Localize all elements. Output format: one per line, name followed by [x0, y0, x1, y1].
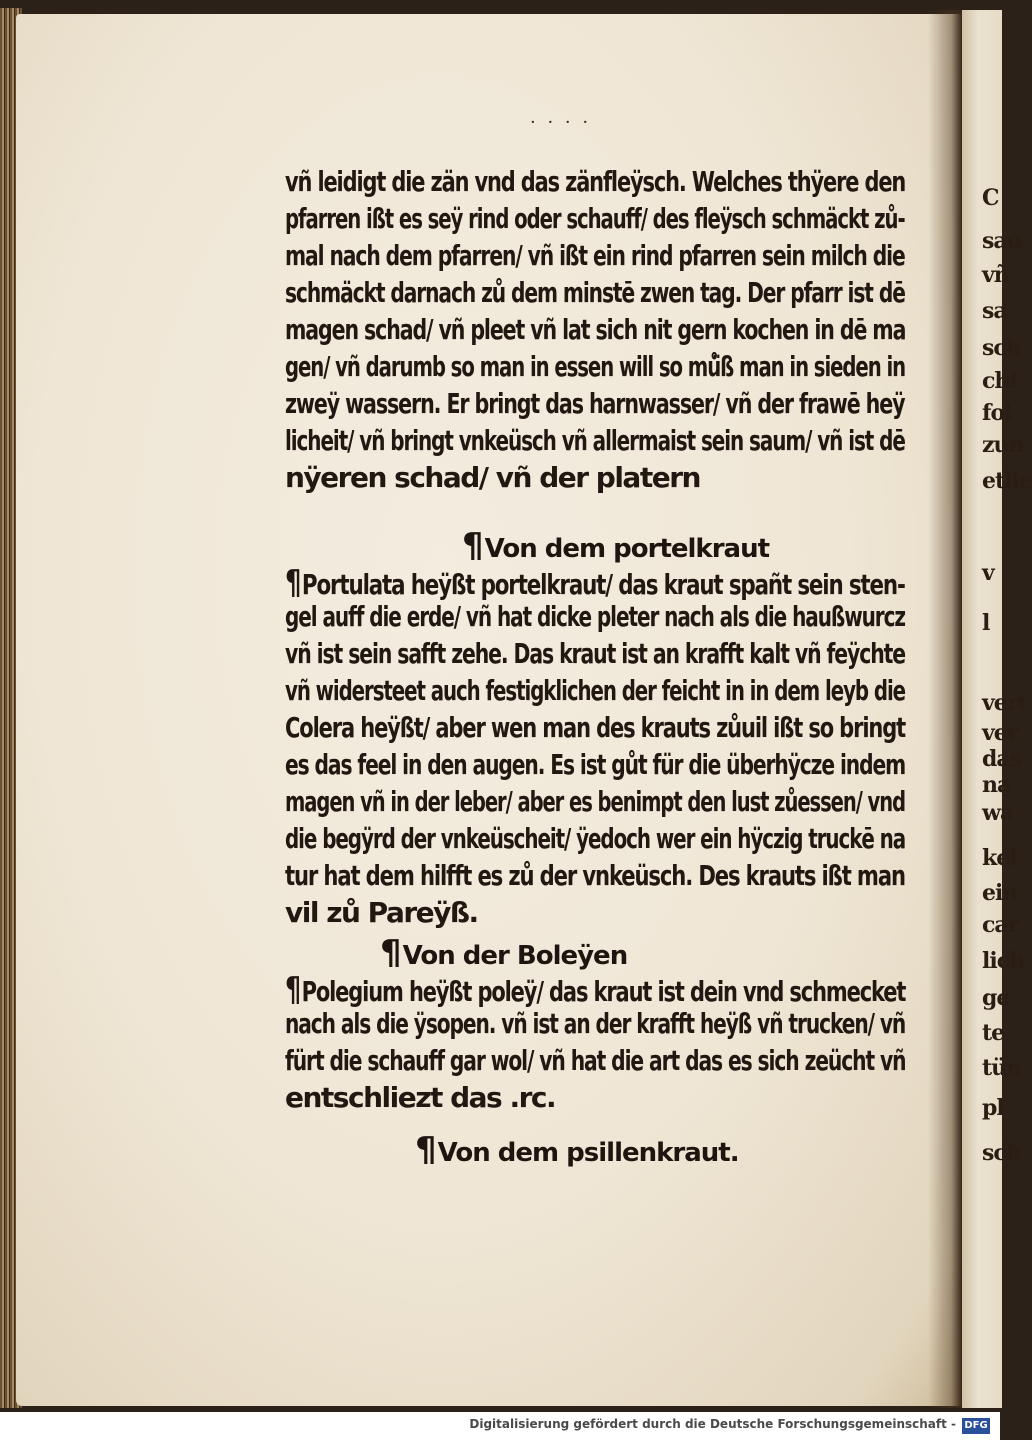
- footer-bar: [0, 1412, 1000, 1440]
- pilcrow-icon: ¶: [415, 1130, 436, 1170]
- pilcrow-icon: ¶: [380, 933, 401, 973]
- facing-page-fragment: C: [982, 185, 999, 211]
- heading-portelkraut: [462, 526, 769, 566]
- facing-page-fragment: etlie: [982, 468, 1032, 494]
- dfg-logo: DFG: [962, 1418, 990, 1434]
- pilcrow-icon: ¶: [285, 563, 301, 603]
- section-line: nach als die ÿsopen. vñ ist an der krafft heÿß vñ trucken/ vñ: [285, 1007, 906, 1040]
- facing-page-fragment: te: [982, 1020, 1005, 1046]
- facing-page-fragment: sch: [982, 1140, 1021, 1166]
- body-line: licheit/ vñ bringt vnkeüsch vñ allermaist sein saum/ vñ ist dē: [285, 424, 905, 457]
- facing-page-fragment: l: [982, 610, 990, 636]
- section-line: die begÿrd der vnkeüscheit/ ÿedoch wer ein hÿczig truckē na: [285, 822, 906, 855]
- section-line: magen vñ in der leber/ aber es benimpt den lust zůessen/ vnd: [285, 785, 906, 818]
- facing-page-fragment: vert: [982, 690, 1027, 716]
- section-line: [285, 563, 905, 603]
- body-line: nÿeren schad/ vñ der platern: [285, 461, 700, 494]
- facing-page-fragment: tün: [982, 1055, 1022, 1081]
- facing-page-fragment: das: [982, 746, 1022, 772]
- heading-psillenkraut: [415, 1130, 739, 1170]
- section-line: vñ widersteet auch festigklichen der feicht in in dem leyb die: [285, 674, 906, 707]
- heading-text: Von der Boleÿen: [402, 941, 628, 971]
- pilcrow-icon: ¶: [285, 970, 301, 1010]
- facing-page-fragment: zun: [982, 432, 1024, 458]
- facing-page-fragment: wa: [982, 800, 1014, 826]
- heading-boleyen: [380, 933, 627, 973]
- facing-page-fragment: chl: [982, 368, 1017, 394]
- facing-page-fragment: sch: [982, 335, 1021, 361]
- section-line: tur hat dem hilfft es zů der vnkeüsch. Des krauts ißt man: [285, 859, 905, 892]
- body-line: pfarren ißt es seÿ rind oder schauff/ des fleÿsch schmäckt zů-: [285, 202, 905, 235]
- facing-page-fragment: ge: [982, 985, 1010, 1011]
- body-line: vñ leidigt die zän vnd das zänfleÿsch. Welches thÿere den: [285, 165, 906, 198]
- section-line: [285, 970, 905, 1010]
- facing-page-fragment: sau: [982, 228, 1022, 254]
- section-line: fürt die schauff gar wol/ vñ hat die art das es sich zeücht vñ: [285, 1044, 906, 1077]
- body-line: zweÿ wassern. Er bringt das harnwasser/ vñ der frawē heÿ: [285, 387, 905, 420]
- facing-page-fragment: ein: [982, 880, 1018, 906]
- section-line: gel auff die erde/ vñ hat dicke pleter nach als die haußwurcz: [285, 600, 905, 633]
- facing-page-fragment: v: [982, 560, 994, 586]
- facing-page-fragment: lich: [982, 948, 1025, 974]
- section-line: entschliezt das .rc.: [285, 1081, 556, 1114]
- body-line: gen/ vñ darumb so man in essen will so mů̈ß man in sieden in: [285, 350, 906, 383]
- pilcrow-icon: ¶: [462, 526, 483, 566]
- heading-text: Von dem portelkraut: [484, 534, 770, 564]
- section-line: vil zů Pareÿß.: [285, 896, 478, 929]
- facing-page-fragment: vñ: [982, 262, 1009, 288]
- section-line: Colera heÿßt/ aber wen man des krauts zůuil ißt so bringt: [285, 711, 906, 744]
- body-line: mal nach dem pfarren/ vñ ißt ein rind pfarren sein milch die: [285, 239, 905, 272]
- signature-mark: · · · ·: [530, 112, 592, 133]
- facing-page-fragment: na: [982, 772, 1011, 798]
- section-line: es das feel in den augen. Es ist gůt für die überhÿcze indem: [285, 748, 906, 781]
- facing-page-fragment: car: [982, 912, 1019, 938]
- facing-page-fragment: pl: [982, 1095, 1004, 1121]
- facing-page-fragment: ver: [982, 720, 1018, 746]
- facing-page-fragment: sa: [982, 298, 1007, 324]
- heading-text: Von dem psillenkraut.: [437, 1138, 739, 1168]
- body-line: magen schad/ vñ pleet vñ lat sich nit gern kochen in dē ma: [285, 313, 906, 346]
- line-text: Portulata heÿßt portelkraut/ das kraut spañt sein sten-: [301, 568, 905, 601]
- body-line: schmäckt darnach zů dem minstē zwen tag. Der pfarr ist dē: [285, 276, 905, 309]
- facing-page-fragment: kel: [982, 845, 1017, 871]
- facing-page-fragment: fol: [982, 400, 1012, 426]
- section-line: vñ ist sein safft zehe. Das kraut ist an krafft kalt vñ feÿchte: [285, 637, 906, 670]
- footer-credit: Digitalisierung gefördert durch die Deutsche Forschungsgemeinschaft -: [469, 1417, 956, 1431]
- line-text: Polegium heÿßt poleÿ/ das kraut ist dein vnd schmecket: [301, 975, 906, 1008]
